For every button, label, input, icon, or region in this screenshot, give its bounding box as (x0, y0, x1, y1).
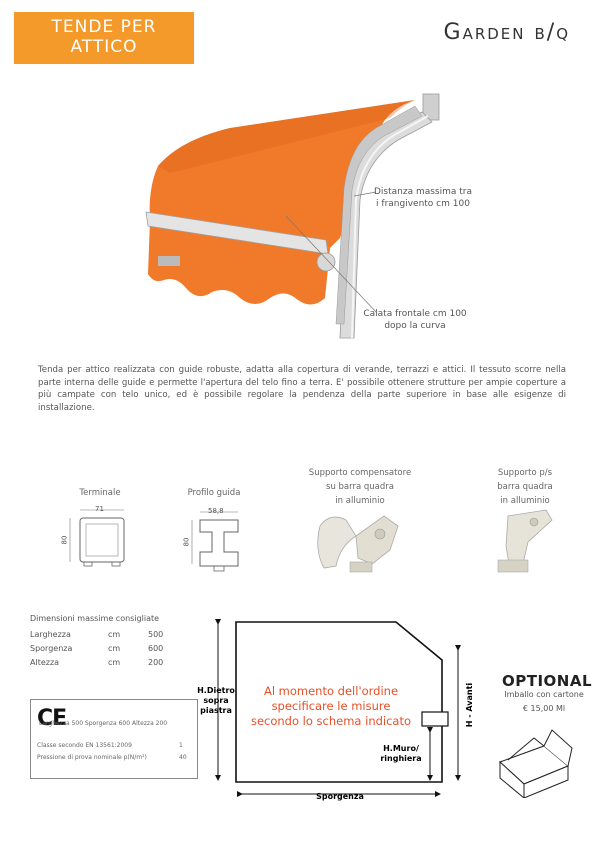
ce-line3-value: 40 (179, 754, 187, 761)
terminale-drawing (62, 504, 142, 570)
sporgenza-label: Sporgenza (316, 792, 364, 801)
order-note-line2: specificare le misure (271, 699, 391, 713)
dim-value: 500 (148, 629, 164, 639)
table-row (30, 627, 171, 641)
supporto-compensatore-caption (290, 466, 430, 508)
optional-line2: € 15,00 Ml (522, 704, 566, 713)
order-note (248, 684, 414, 729)
ce-line2-value: 1 (179, 742, 183, 749)
table-row (30, 641, 171, 655)
order-note-line1: Al momento dell'ordine (263, 684, 399, 698)
dim-value: 600 (148, 643, 164, 653)
ce-line1: Larghezza 500 Sporgenza 600 Altezza 200 (39, 720, 168, 727)
ce-line2-label: Classe secondo EN 13561:2009 (37, 742, 132, 749)
dim-unit: cm (108, 629, 121, 639)
h-muro-label (376, 744, 426, 764)
profilo-height: 80 (182, 537, 191, 547)
h-dietro-line2: sopra (203, 696, 229, 705)
supporto-comp-line3: in alluminio (335, 496, 385, 506)
box-icon (494, 722, 574, 798)
optional-title: OPTIONAL (502, 672, 593, 690)
dim-value: 200 (148, 657, 164, 667)
order-note-line3: secondo lo schema indicato (250, 714, 412, 728)
h-dietro-line3: piastra (200, 706, 232, 715)
callout-bottom-line1: Calata frontale cm 100 (363, 309, 467, 319)
supporto-ps-caption (475, 466, 575, 508)
terminale-label: Terminale (79, 488, 121, 498)
optional-line1: Imballo con cartone (504, 690, 584, 699)
h-muro-line2: ringhiera (380, 754, 422, 763)
supporto-compensatore-image (310, 506, 410, 582)
supporto-ps-line1: Supporto p/s (497, 468, 553, 478)
h-muro-line1: H.Muro/ (383, 744, 419, 753)
supporto-ps-line3: in alluminio (500, 496, 550, 506)
dimensions-title: Dimensioni massime consigliate (30, 614, 160, 623)
title-box (14, 12, 194, 64)
callout-bottom-line2: dopo la curva (384, 321, 446, 331)
product-description: Tenda per attico realizzata con guide robuste, adatta alla copertura di verande, terrazzi e attici. Il tessuto scorre nella parte interna delle guide e permette l'apertura del telo fino a terra. E' possibile ottenere strutture per ampie coperture a più campate con telo unico, ed è possibile regolare la pendenza della parte superiore in base alle esigenze di installazione. (38, 365, 566, 413)
callout-top (368, 186, 478, 210)
dim-name: Altezza (30, 657, 60, 667)
dim-name: Sporgenza (30, 643, 73, 653)
title-line-1: TENDE PER (51, 17, 157, 37)
h-dietro-line1: H.Dietro (197, 686, 235, 695)
supporto-ps-line2: barra quadra (497, 482, 553, 492)
terminale-height: 80 (60, 535, 69, 545)
ce-logo: CE (37, 706, 67, 731)
h-avanti-label: H - Avanti (465, 682, 474, 728)
dim-unit: cm (108, 657, 121, 667)
profilo-label: Profilo guida (187, 488, 241, 498)
profilo-width: 58,8 (208, 507, 224, 515)
ce-label-box (30, 699, 198, 779)
dim-name: Larghezza (30, 629, 71, 639)
callout-top-line1: Distanza massima tra (373, 187, 472, 197)
h-dietro-label (190, 686, 242, 716)
table-row (30, 655, 171, 669)
optional-details (496, 688, 592, 716)
dimensions-table (30, 627, 171, 669)
callout-bottom (360, 308, 470, 332)
terminale-width: 71 (95, 505, 104, 513)
dim-unit: cm (108, 643, 121, 653)
title-line-2: ATTICO (70, 37, 138, 57)
ce-line3-label: Pressione di prova nominale p(N/m²) (37, 754, 147, 761)
brand-name: Garden b/q (443, 20, 570, 45)
supporto-comp-line2: su barra quadra (326, 482, 394, 492)
callout-top-line2: i frangivento cm 100 (376, 199, 470, 209)
supporto-ps-image (488, 506, 564, 582)
supporto-comp-line1: Supporto compensatore (308, 468, 412, 478)
awning-illustration (140, 88, 450, 344)
